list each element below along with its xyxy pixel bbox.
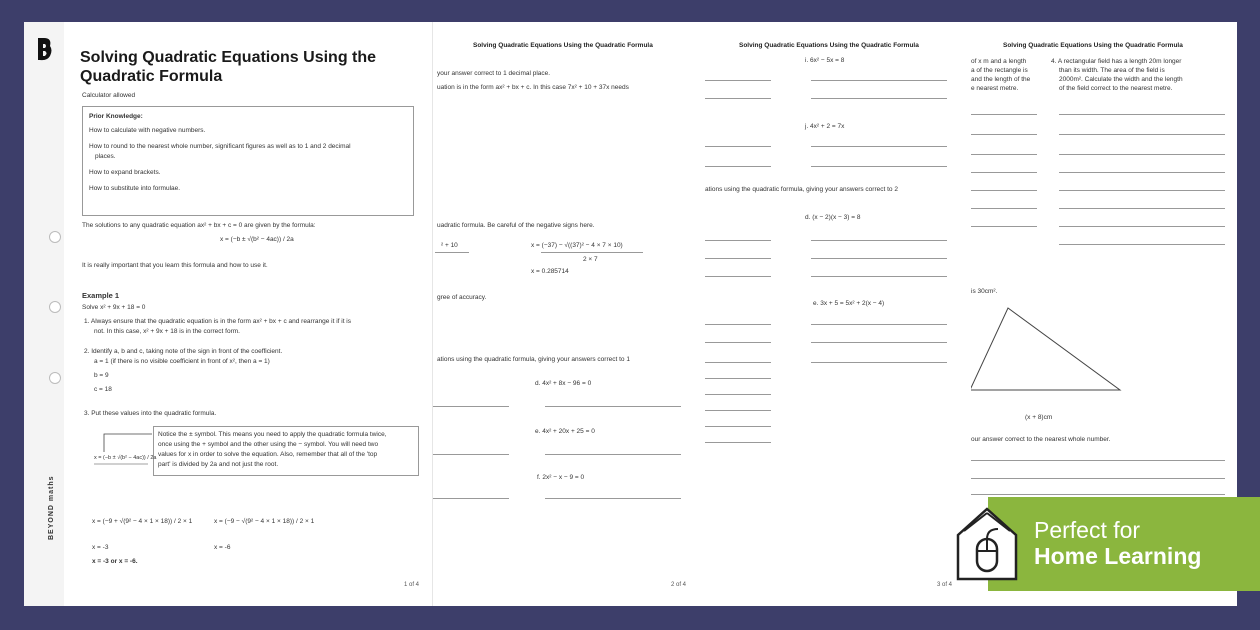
question-text: is 30cm². bbox=[971, 288, 998, 295]
instruction-text: ations using the quadratic formula, giving your answers correct to 1 bbox=[437, 356, 630, 363]
step-2: c = 18 bbox=[94, 386, 112, 393]
step-1: not. In this case, x² + 9x + 18 is in the correct form. bbox=[94, 328, 240, 335]
note-text: once using the + symbol and the other using the − symbol. You will need two bbox=[158, 441, 379, 448]
formula-substitution: x = (−37) − √((37)² − 4 × 7 × 10) bbox=[531, 242, 623, 249]
page-header: Solving Quadratic Equations Using the Quadratic Formula bbox=[473, 42, 653, 49]
instruction-text: your answer correct to 1 decimal place. bbox=[437, 70, 551, 77]
triangle-diagram bbox=[970, 306, 1130, 396]
brand-text: BEYOND maths bbox=[48, 475, 55, 540]
question-e: e. 3x + 5 = 5x² + 2(x − 4) bbox=[813, 300, 885, 307]
example-title: Example 1 bbox=[82, 291, 120, 300]
house-mouse-icon bbox=[954, 505, 1020, 583]
prior-item: How to calculate with negative numbers. bbox=[89, 127, 206, 134]
question-4: 2000m². Calculate the width and the length bbox=[1059, 76, 1183, 83]
instruction-text: ations using the quadratic formula, giving your answers correct to 2 bbox=[705, 186, 898, 193]
prior-item: How to expand brackets. bbox=[89, 169, 161, 176]
question-e: e. 4x² + 20x + 25 = 0 bbox=[535, 428, 595, 435]
question-4: than its width. The area of the field is bbox=[1059, 67, 1165, 74]
page-header: Solving Quadratic Equations Using the Quadratic Formula bbox=[739, 42, 919, 49]
final-answer: x = -3 or x = -6. bbox=[92, 558, 138, 565]
question-d: d. (x − 2)(x − 3) = 8 bbox=[805, 214, 861, 221]
worksheet-title: Solving Quadratic Equations Using the Quadratic Formula bbox=[80, 49, 377, 85]
result-left: x = -3 bbox=[92, 544, 109, 551]
step-1: 1. Always ensure that the quadratic equation is in the form ax² + bx + c and rearrange it if it is bbox=[84, 318, 352, 325]
note-text: part' is divided by 2a and not just the root. bbox=[158, 461, 279, 468]
question-4: 4. A rectangular field has a length 20m longer bbox=[1051, 58, 1182, 65]
formula-fragment: ² + 10 bbox=[441, 242, 458, 249]
step-2: a = 1 (if there is no visible coefficient in front of x², then a = 1) bbox=[94, 358, 270, 365]
page-number: 3 of 4 bbox=[937, 582, 953, 588]
calculator-note: Calculator allowed bbox=[82, 92, 136, 99]
worksheet-page-2 bbox=[432, 22, 705, 606]
question-text: e nearest metre. bbox=[971, 85, 1019, 92]
prior-knowledge-heading: Prior Knowledge: bbox=[89, 113, 143, 120]
badge-line-1: Perfect for bbox=[1034, 517, 1141, 543]
prior-item: How to substitute into formulae. bbox=[89, 185, 181, 192]
page-number: 2 of 4 bbox=[671, 582, 687, 588]
home-learning-badge bbox=[988, 497, 1260, 591]
question-text: a of the rectangle is bbox=[971, 67, 1028, 74]
question-j: j. 4x² + 2 = 7x bbox=[805, 123, 845, 130]
result-right: x = -6 bbox=[214, 544, 231, 551]
note-box bbox=[153, 426, 419, 476]
instruction-text: uation is in the form ax² + bx + c. In this case 7x² + 10 + 37x needs bbox=[437, 84, 629, 91]
page-number: 1 of 4 bbox=[404, 582, 420, 588]
formula-result: x = 0.285714 bbox=[531, 268, 569, 275]
question-text: of x m and a length bbox=[971, 58, 1027, 65]
worksheet-page-1 bbox=[64, 22, 432, 606]
triangle-base-label: (x + 8)cm bbox=[1025, 414, 1053, 421]
step-2: 2. Identify a, b and c, taking note of the sign in front of the coefficient. bbox=[84, 348, 283, 355]
note-text: Notice the ± symbol. This means you need to apply the quadratic formula twice, bbox=[158, 431, 387, 438]
binder-hole bbox=[49, 231, 61, 243]
example-equation: Solve x² + 9x + 18 = 0 bbox=[82, 304, 146, 311]
formula-small: x = (−b ± √(b² − 4ac)) / 2a bbox=[94, 455, 157, 461]
prior-item: How to round to the nearest whole number, significant figures as well as to 1 and 2 decimal bbox=[89, 143, 351, 150]
solutions-text: The solutions to any quadratic equation ax² + bx + c = 0 are given by the formula: bbox=[82, 222, 316, 229]
prior-knowledge-box bbox=[82, 106, 414, 216]
worksheet-page-3 bbox=[704, 22, 971, 606]
badge-line-2: Home Learning bbox=[1034, 543, 1202, 569]
question-i: i. 6x² − 5x = 8 bbox=[805, 57, 845, 64]
page-header: Solving Quadratic Equations Using the Quadratic Formula bbox=[1003, 42, 1183, 49]
question-text: our answer correct to the nearest whole number. bbox=[971, 436, 1111, 443]
question-text: and the length of the bbox=[971, 76, 1031, 83]
step-2: b = 9 bbox=[94, 372, 109, 379]
prior-item: places. bbox=[95, 153, 116, 160]
formula-denominator: 2 × 7 bbox=[583, 256, 598, 263]
question-f: f. 2x² − x − 9 = 0 bbox=[537, 474, 585, 481]
step-3: 3. Put these values into the quadratic formula. bbox=[84, 410, 217, 417]
calculation-left: x = (−9 + √(9² − 4 × 1 × 18)) / 2 × 1 bbox=[92, 518, 193, 525]
question-4: of the field correct to the nearest metre. bbox=[1059, 85, 1173, 92]
instruction-text: uadratic formula. Be careful of the negative signs here. bbox=[437, 222, 595, 229]
binder-hole bbox=[49, 372, 61, 384]
formula-callout-arrow bbox=[90, 426, 157, 474]
binder-hole bbox=[49, 301, 61, 313]
calculation-right: x = (−9 − √(9² − 4 × 1 × 18)) / 2 × 1 bbox=[214, 518, 315, 525]
binder-spine bbox=[24, 22, 65, 606]
instruction-text: gree of accuracy. bbox=[437, 294, 487, 301]
note-text: values for x in order to solve the equation. Also, remember that all of the 'top bbox=[158, 451, 378, 458]
important-note: It is really important that you learn this formula and how to use it. bbox=[82, 262, 268, 269]
quadratic-formula: x = (−b ± √(b² − 4ac)) / 2a bbox=[220, 236, 294, 243]
beyond-logo-icon bbox=[36, 36, 54, 62]
question-d: d. 4x² + 8x − 96 = 0 bbox=[535, 380, 592, 387]
